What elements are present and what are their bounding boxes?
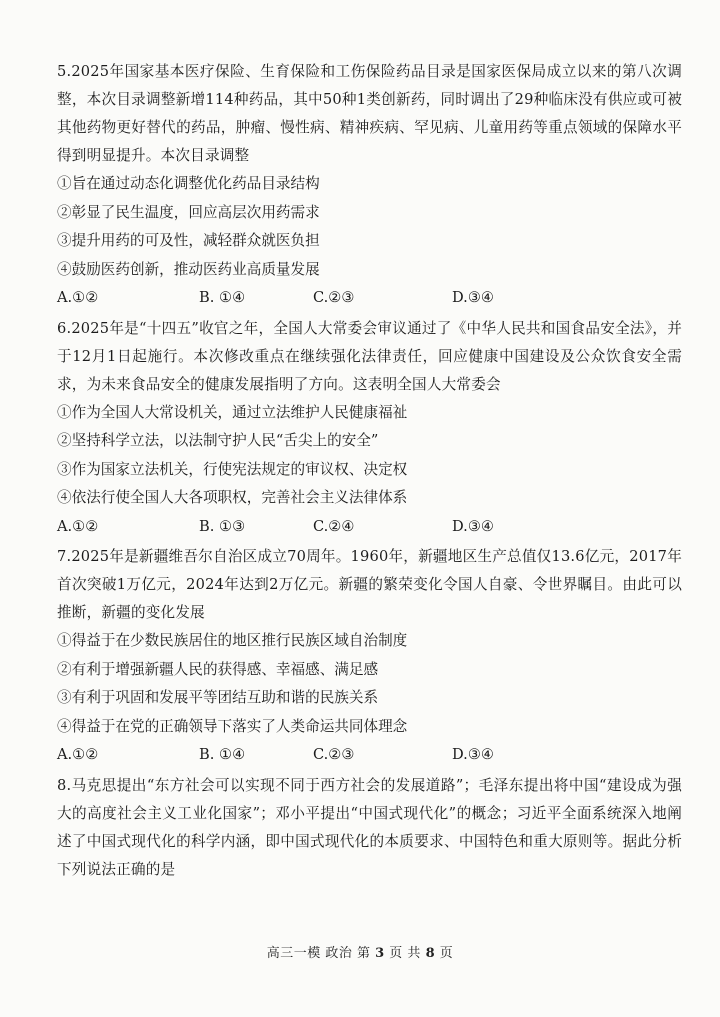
footer-suffix: 页 xyxy=(439,946,454,961)
option-4: ④依法行使全国人大各项职权，完善社会主义法律体系 xyxy=(57,489,408,506)
current-page-number: 3 xyxy=(375,946,385,961)
question-5 xyxy=(57,58,682,313)
answer-choices xyxy=(57,513,682,542)
option-2: ②彰显了民生温度，回应高层次用药需求 xyxy=(57,203,320,221)
page-footer xyxy=(0,942,720,961)
choice-a: A.①② xyxy=(57,289,99,306)
question-7 xyxy=(57,543,682,770)
choice-b: B. ①④ xyxy=(199,746,246,763)
question-stem: 6.2025年是“十四五”收官之年，全国人大常委会审议通过了《中华人民共和国食品安全法》，并于12月1日起施行。本次修改重点在继续强化法律责任，回应健康中国建设及公众饮食安全需求，为未来食品安全的健康发展指明了方向。这表明全国人大常委会 xyxy=(57,319,682,393)
question-8 xyxy=(57,772,682,884)
option-1: ①得益于在少数民族居住的地区推行民族区域自治制度 xyxy=(57,632,408,649)
choice-c: C.②③ xyxy=(313,289,355,306)
choice-c: C.②③ xyxy=(313,746,355,763)
option-1: ①旨在通过动态化调整优化药品目录结构 xyxy=(57,175,320,192)
total-pages-number: 8 xyxy=(425,946,436,961)
choice-b: B. ①④ xyxy=(199,289,246,306)
answer-choices xyxy=(57,741,682,770)
option-3: ③有利于巩固和发展平等团结互助和谐的民族关系 xyxy=(57,689,379,706)
option-1: ①作为全国人大常设机关，通过立法维护人民健康福祉 xyxy=(57,403,408,421)
question-stem: 8.马克思提出“东方社会可以实现不同于西方社会的发展道路”；毛泽东提出将中国“建设成为强大的高度社会主义工业化国家”；邓小平提出“中国式现代化”的概念；习近平全面系统深入地阐述了中国式现代化的科学内涵，即中国式现代化的本质要求、中国特色和重大原则等。据此分析下列说法正确的是 xyxy=(57,776,682,878)
choice-d: D.③④ xyxy=(452,289,494,306)
page-content xyxy=(57,58,682,884)
option-4: ④鼓励医药创新，推动医药业高质量发展 xyxy=(57,260,320,278)
footer-middle: 页 共 xyxy=(389,946,421,961)
option-2: ②有利于增强新疆人民的获得感、幸福感、满足感 xyxy=(57,660,379,678)
option-4: ④得益于在党的正确领导下落实了人类命运共同体理念 xyxy=(57,717,408,735)
choice-b: B. ①③ xyxy=(199,517,246,535)
choice-d: D.③④ xyxy=(452,746,494,763)
footer-prefix: 高三一模 政治 第 xyxy=(266,946,371,961)
option-3: ③提升用药的可及性，减轻群众就医负担 xyxy=(57,232,320,249)
choice-a: A.①② xyxy=(57,517,99,535)
question-6 xyxy=(57,315,682,542)
question-stem: 7.2025年是新疆维吾尔自治区成立70周年。1960年，新疆地区生产总值仅13.6亿元，2017年首次突破1万亿元，2024年达到2万亿元。新疆的繁荣变化令国人自豪、令世界瞩目。由此可以推断，新疆的变化发展 xyxy=(57,548,682,621)
option-2: ②坚持科学立法，以法制守护人民“舌尖上的安全” xyxy=(57,432,379,449)
answer-choices xyxy=(57,284,682,313)
choice-a: A.①② xyxy=(57,746,99,763)
question-stem: 5.2025年国家基本医疗保险、生育保险和工伤保险药品目录是国家医保局成立以来的第八次调整，本次目录调整新增114种药品，其中50种1类创新药，同时调出了29种临床没有供应或可被其他药物更好替代的药品，肿瘤、慢性病、精神疾病、罕见病、儿童用药等重点领域的保障水平得到明显提升。本次目录调整 xyxy=(57,63,682,164)
choice-d: D.③④ xyxy=(452,517,494,535)
choice-c: C.②④ xyxy=(313,517,355,535)
option-3: ③作为国家立法机关，行使宪法规定的审议权、决定权 xyxy=(57,460,408,478)
